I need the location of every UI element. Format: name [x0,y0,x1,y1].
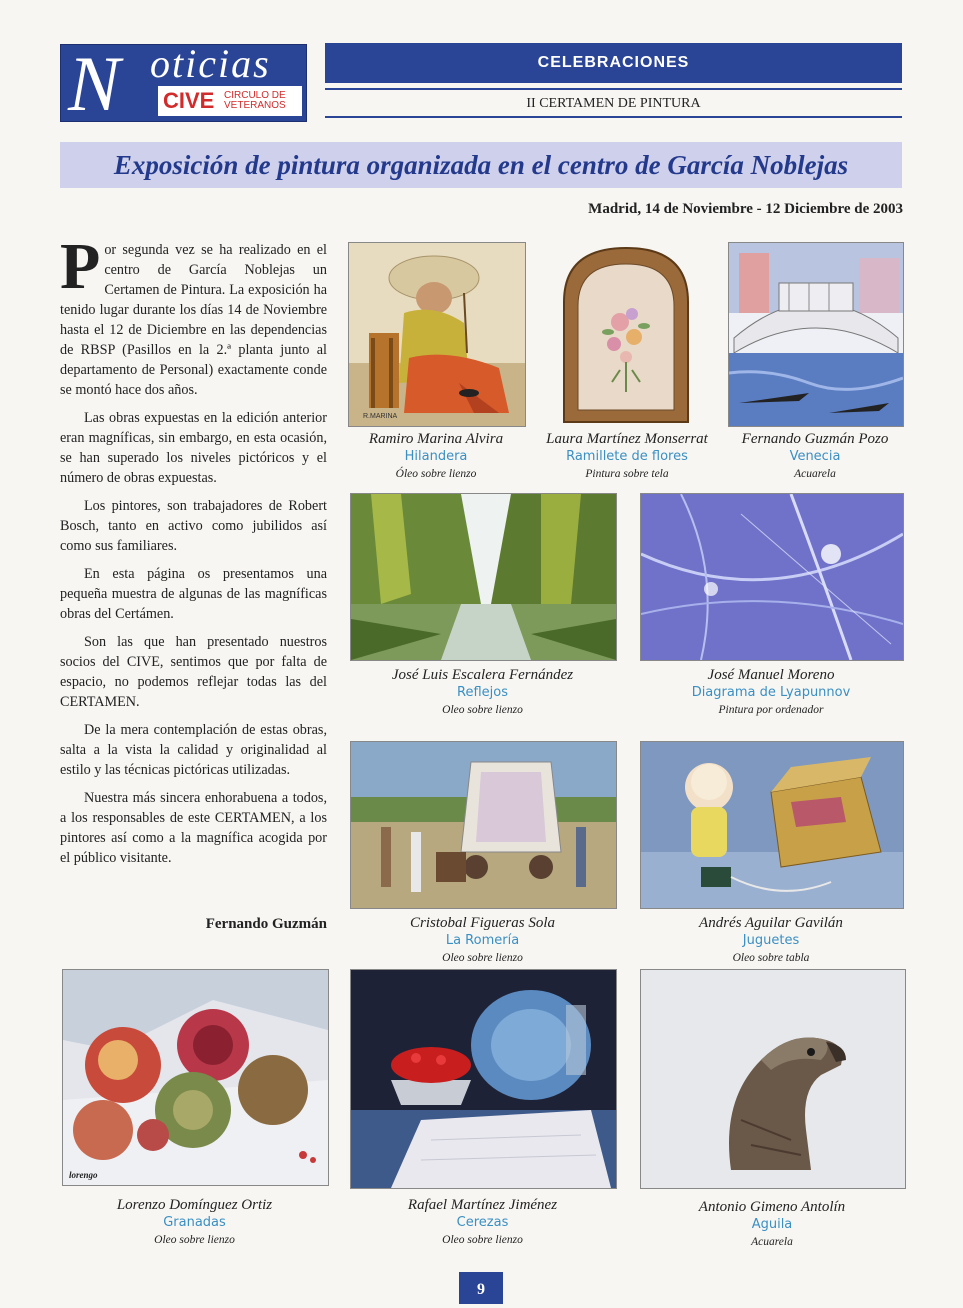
article-paragraph: Las obras expuestas en la edición anterior eran magníficas, sin embargo, en esta ocasión, se han superado los niveles pictóricos y el número de obras expuestas. [60,410,327,486]
painting-aguila [640,969,906,1189]
article-paragraph [60,230,327,400]
artwork-technique: Oleo sobre lienzo [442,704,523,716]
painting-hilandera [348,242,526,427]
painting-diagrama-de-lyapunnov [640,493,904,661]
artwork-technique: Pintura sobre tela [585,468,669,480]
artwork-technique: Óleo sobre lienzo [395,468,477,480]
artwork-technique: Oleo sobre lienzo [442,1234,523,1246]
painting-la-romeria [350,741,617,909]
artwork-caption [640,666,902,719]
page-number: 9 [459,1272,503,1304]
article-author: Fernando Guzmán [205,916,327,932]
painting-venecia [728,242,904,427]
artwork-caption [350,666,615,719]
artwork-title: Hilandera [404,449,468,464]
artwork-title: Ramillete de flores [566,449,688,464]
artwork-caption [640,1198,904,1251]
logo-org-sub: CIRCULO DE VETERANOS [224,90,286,111]
section-title: CELEBRACIONES [325,43,902,83]
artwork-title: Cerezas [456,1215,509,1230]
painting-signature: lorengo [69,1170,98,1180]
article-paragraph: Los pintores, son trabajadores de Robert Bosch, tanto en activo como jubilidos así como sus familiares. [60,498,327,554]
artwork-title: Venecia [789,449,841,464]
painting-reflejos [350,493,617,661]
artwork-title: Juguetes [742,933,800,948]
article-paragraph: Son las que han presentado nuestros socios del CIVE, sentimos que por falta de espacio, no podemos reflejar todas las del CERTAMEN. [60,634,327,710]
artwork-caption [724,430,906,483]
artwork-artist: Antonio Gimeno Antolín [698,1199,846,1215]
artwork-artist: José Luis Escalera Fernández [391,667,574,683]
artwork-title: Aguila [751,1217,793,1232]
article-body [60,230,327,876]
artwork-caption [348,430,524,483]
artwork-artist: Ramiro Marina Alvira [368,431,504,447]
artwork-artist: Rafael Martínez Jiménez [407,1197,558,1213]
artwork-technique: Oleo sobre tabla [732,952,810,964]
artwork-artist: Lorenzo Domínguez Ortiz [116,1197,273,1213]
painting-juguetes [640,741,904,909]
drop-cap: P [60,230,101,303]
artwork-artist: Fernando Guzmán Pozo [741,431,889,447]
paragraph-text: or segunda vez se ha realizado en el centro de García Noblejas un Certamen de Pintura. La exposición ha tenido lugar durante los días 14 de Noviembre hasta el 12 de Diciembre en las dependencias de RBSP (Pasillos en la 2.ª planta junto al departamento de Personal) exactamente conde se montó hace dos años. [60,242,327,398]
artwork-title: Diagrama de Lyapunnov [691,685,851,700]
artwork-caption [530,430,724,483]
article-paragraph: De la mera contemplación de estas obras, salta a la vista la calidad y originalidad al estilo y las técnicas pictóricas utilizadas. [60,722,327,778]
artwork-technique: Oleo sobre lienzo [442,952,523,964]
article-paragraph: Nuestra más sincera enhorabuena a todos, a los responsables de este CERTAMEN, a los pintores así como a la magnífica acogida por el público visitante. [60,790,327,866]
logo-org: CIVE [163,88,215,113]
artwork-title: La Romería [445,933,520,948]
artwork-caption [350,1196,615,1249]
artwork-technique: Acuarela [794,468,836,480]
artwork-title: Granadas [163,1215,226,1230]
artwork-technique: Acuarela [751,1236,793,1248]
artwork-caption [62,1196,327,1249]
painting-cerezas [350,969,617,1189]
artwork-artist: Cristobal Figueras Sola [409,915,555,931]
logo-word: oticias [150,41,271,86]
article-paragraph: En esta página os presentamos una pequeña muestra de algunas de las magníficas obras del Certámen. [60,566,327,622]
artwork-artist: Andrés Aguilar Gavilán [699,915,843,931]
artwork-technique: Oleo sobre lienzo [154,1234,235,1246]
logo-initial: N [68,40,121,127]
artwork-title: Reflejos [457,685,508,700]
artwork-caption [640,914,902,967]
dateline: Madrid, 14 de Noviembre - 12 Diciembre de 2003 [588,201,903,217]
painting-granadas [62,969,329,1186]
artwork-artist: José Manuel Moreno [707,667,835,683]
artwork-artist: Laura Martínez Monserrat [546,431,708,447]
artwork-caption [350,914,615,967]
page-headline: Exposición de pintura organizada en el centro de García Noblejas [60,142,902,188]
subsection-title: II CERTAMEN DE PINTURA [325,88,902,118]
painting-signature: R.MARINA [363,413,398,420]
painting-ramillete-de-flores [550,242,702,425]
artwork-technique: Pintura por ordenador [718,704,824,716]
